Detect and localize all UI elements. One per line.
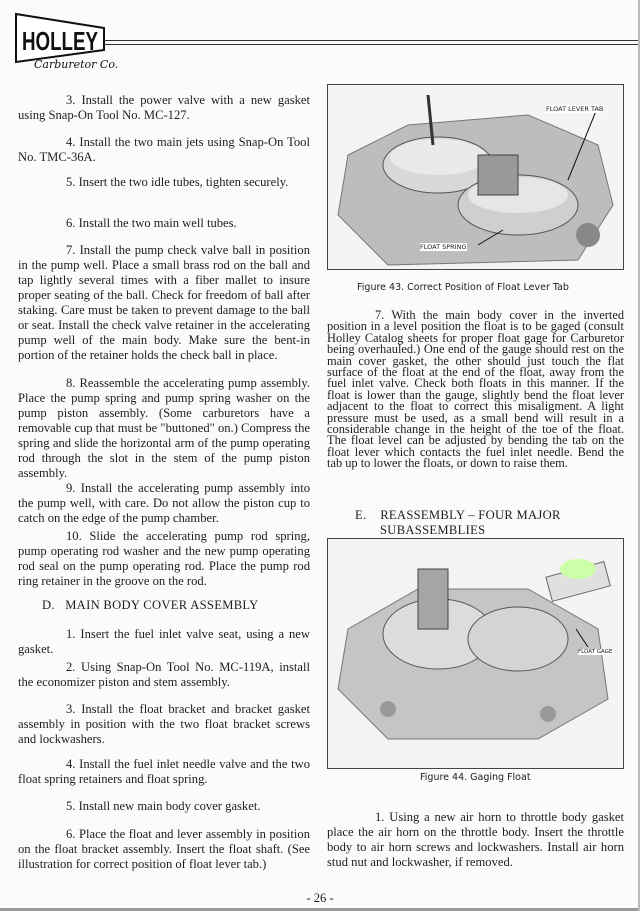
step-4: 4. Install the two main jets using Snap-On Tool No. TMC-36A. [18,135,310,164]
float-lever-tab-label: FLOAT LEVER TAB [546,105,604,113]
e-step-1: 1. Using a new air horn to throttle body gasket place the air horn on the throttle body. Insert the throttle body to air horn screws and lockwashers. Install air horn stud nut and lockwasher, if removed. [327,810,624,869]
page-number: - 26 - [306,891,334,905]
section-d-heading: D. MAIN BODY COVER ASSEMBLY [42,598,259,612]
figure-44-caption: Figure 44. Gaging Float [420,772,531,783]
d-step-5: 5. Install new main body cover gasket. [66,799,261,813]
svg-text:HOLLEY: HOLLEY [22,26,98,56]
float-gage-label: FLOAT GAGE [578,649,613,655]
step-8: 8. Reassemble the accelerating pump assembly. Place the pump spring and pump spring washer on the pump piston assembly. (Some carburetors have a removable cup that must be "buttoned" on.) Compress the spring and slide the horizontal arm of the pump operating rod through the slot in the stem of the pump piston assembly. [18,376,310,480]
step-10: 10. Slide the accelerating pump rod spring, pump operating rod washer and the new pump operating rod seal on the pump operating rod. Place the pump rod ring retainer in the groove on the rod. [18,529,310,588]
step-9: 9. Install the accelerating pump assembly into the pump well, with care. Do not allow the piston cup to catch on the edge of the pump chamber. [18,481,311,525]
svg-text:Carburetor Co.: Carburetor Co. [34,58,119,71]
header-rule [104,44,640,45]
figure-44-photo [327,538,624,769]
step-7-float-gage: 7. With the main body cover in the inverted position in a level position the float is to be gaged (consult Holley Catalog sheets for proper float gage for Carburetor being overhauled.) One end of the gauge should rest on the main cover gasket, the other should just touch the flat surface of the float at the end of the float, away from the fuel inlet valve. Check both floats in this manner. If the float is lower than the gauge, slightly bend the float lever adjacent to the float to correct this misaligment. A light pressure must be used, as a small bend will result in a considerable change in the height of the toe of the float. The float level can be adjusted by bending the tab on the float lever which contacts the fuel inlet needle. Bend the tab up to lower the floats, or down to raise them. [327,308,625,471]
step-7: 7. Install the pump check valve ball in position in the pump well. Place a small brass rod on the ball and tap lightly several times with a fiber mallet to insure proper seating of the ball. Check for freedom of ball after staking. Care must be taken to prevent damage to the ball or seat. Install the check valve retainer in the accelerating pump well of the main body. Make sure the bent-in portion of the retainer holds the check ball in place. [18,243,310,362]
step-3: 3. Install the power valve with a new gasket using Snap-On Tool No. MC-127. [18,93,311,122]
section-e-heading: E. REASSEMBLY – FOUR MAJOR [355,508,561,522]
d-step-6: 6. Place the float and lever assembly in position on the float bracket assembly. Insert the float shaft. (See illustration for correct position of float lever tab.) [18,827,310,871]
holley-logo [14,10,119,71]
header-rule [104,40,640,41]
figure-43-caption: Figure 43. Correct Position of Float Lever Tab [357,282,569,293]
float-spring-label: FLOAT SPRING [420,243,467,251]
d-step-3: 3. Install the float bracket and bracket gasket assembly in position with the two float bracket screws and lockwashers. [18,702,310,746]
step-5: 5. Insert the two idle tubes, tighten securely. [66,175,289,189]
d-step-2: 2. Using Snap-On Tool No. MC-119A, install the economizer piston and stem assembly. [18,660,310,689]
figure-43-photo [327,84,624,270]
d-step-4: 4. Install the fuel inlet needle valve and the two float spring retainers and float spring. [18,757,310,786]
d-step-1: 1. Insert the fuel inlet valve seat, using a new gasket. [18,627,310,656]
step-6: 6. Install the two main well tubes. [66,216,237,230]
section-e-heading-line2: SUBASSEMBLIES [380,523,486,537]
